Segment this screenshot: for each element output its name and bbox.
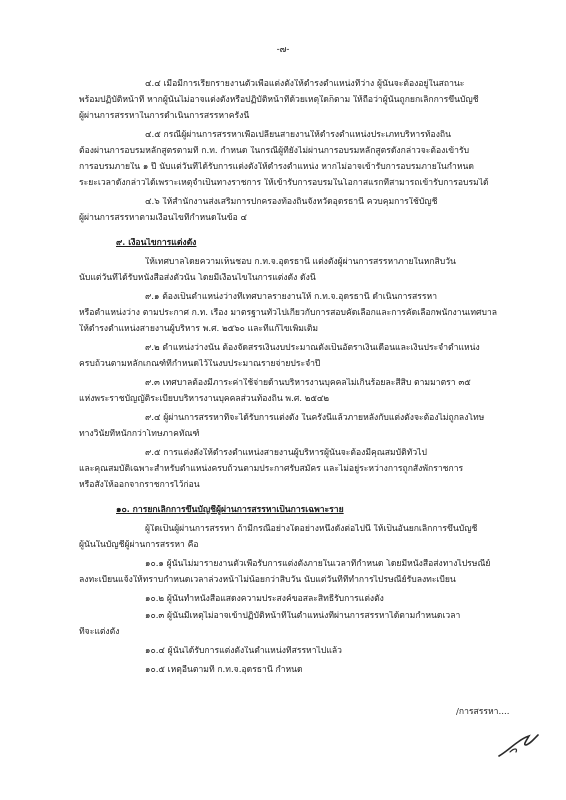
- paragraph-line: ระยะเวลาดังกล่าวได้เพราะเหตุจำเป็นทางราชการ ให้เข้ารับการอบรมในโอกาสแรกที่สามารถเข้ารับการอบรมได้: [79, 178, 489, 188]
- paragraph-line: ครบถ้วนตามหลักเกณฑ์ที่กำหนดไว้ในงบประมาณรายจ่ายประจำปี: [79, 359, 321, 369]
- paragraph-line: ๙.๕ การแต่งตั้งให้ดำรงตำแหน่งสายงานผู้บริหารผู้นั้นจะต้องมีคุณสมบัติทั่วไป: [145, 448, 427, 458]
- paragraph-line: แห่งพระราชบัญญัติระเบียบบริหารงานบุคคลส่วนท้องถิ่น พ.ศ. ๒๕๔๒: [79, 394, 330, 404]
- paragraph-line: ผู้นั้นในบัญชีผู้ผ่านการสรรหา คือ: [79, 540, 199, 550]
- paragraph-line: ๙.๓ เทศบาลต้องมีภาระค่าใช้จ่ายด้านบริหารงานบุคคลไม่เกินร้อยละสี่สิบ ตามมาตรา ๓๕: [145, 378, 471, 388]
- paragraph-line: ๑๐.๔ ผู้นั้นได้รับการแต่งตั้งในตำแหน่งที่สรรหาไปแล้ว: [145, 646, 342, 656]
- paragraph-line: การอบรมภายใน ๑ ปี นับแต่วันที่ได้รับการแต่งตั้งให้ดำรงตำแหน่ง หากไม่อาจเข้ารับการอบรมภายในกำหนด: [79, 162, 474, 172]
- page-number: -๗-: [276, 45, 290, 55]
- paragraph-line: นับแต่วันที่ได้รับหนังสือส่งตัวนั้น โดยมีเงื่อนไขในการแต่งตั้ง ดังนี้: [79, 273, 316, 283]
- paragraph-line: ๑๐.๒ ผู้นั้นทำหนังสือแสดงความประสงค์ขอสละสิทธิ์รับการแต่งตั้ง: [145, 594, 384, 604]
- signature-mark: [496, 730, 542, 760]
- paragraph-line: หรือตำแหน่งว่าง ตามประกาศ ก.ท. เรื่อง มาตรฐานทั่วไปเกี่ยวกับการสอบคัดเลือกและการคัดเลือกพนักงานเทศบาล: [79, 308, 498, 318]
- paragraph-line: ๔.๕ กรณีผู้ผ่านการสรรหาเพื่อเปลี่ยนสายงานให้ดำรงตำแหน่งประเภทบริหารท้องถิ่น: [145, 130, 451, 140]
- paragraph-line: ให้เทศบาลโดยความเห็นชอบ ก.ท.จ.อุดรธานี แต่งตั้งผู้ผ่านการสรรหาภายในหกสิบวัน: [145, 257, 456, 267]
- paragraph-line: ผู้ใดเป็นผู้ผ่านการสรรหา ถ้ามีกรณีอย่างใดอย่างหนึ่งดังต่อไปนี้ ให้เป็นอันยกเลิกการขึ้นบัญชี: [145, 524, 478, 534]
- paragraph-line: ๑๐.๓ ผู้นั้นมีเหตุไม่อาจเข้าปฏิบัติหน้าที่ในตำแหน่งที่ผ่านการสรรหาได้ตามกำหนดเวลา: [145, 611, 461, 621]
- continuation-note: /การสรรหา....: [456, 707, 510, 717]
- paragraph-line: ๙.๔ ผู้ผ่านการสรรหาที่จะได้รับการแต่งตั้ง ในครั้งนี้แล้วภายหลังกับแต่งตั้งจะต้องไม่ถูกลงโทษ: [145, 413, 485, 423]
- paragraph-line: ผู้ผ่านการสรรหาตามเงื่อนไขที่กำหนดในข้อ ๔: [79, 213, 247, 223]
- section-heading: ๑๐. การยกเลิกการขึ้นบัญชีผู้ผ่านการสรรหาเป็นการเฉพาะราย: [116, 505, 344, 515]
- paragraph-line: ผู้ผ่านการสรรหาในการดำเนินการสรรหาครั้งนี้: [79, 111, 250, 121]
- paragraph-line: พร้อมปฏิบัติหน้าที่ หากผู้นั้นไม่อาจแต่งตั้งหรือปฏิบัติหน้าที่ด้วยเหตุใดก็ตาม ให้ถือว่าผู้นั้นถูกยกเลิกการขึ้นบัญชี: [79, 95, 479, 105]
- paragraph-line: ลงทะเบียนแจ้งให้ทราบกำหนดเวลาล่วงหน้าไม่น้อยกว่าสิบวัน นับแต่วันที่ที่ทำการไปรษณีย์รับลงทะเบียน: [79, 575, 456, 585]
- paragraph-line: ๔.๔ เมื่อมีการเรียกรายงานตัวเพื่อแต่งตั้งให้ดำรงตำแหน่งที่ว่าง ผู้นั้นจะต้องอยู่ในสถานะ: [145, 79, 465, 89]
- section-heading: ๙. เงื่อนไขการแต่งตั้ง: [116, 238, 197, 248]
- paragraph-line: ให้ดำรงตำแหน่งสายงานผู้บริหาร พ.ศ. ๒๕๖๐ และที่แก้ไขเพิ่มเติม: [79, 324, 319, 334]
- paragraph-line: ต้องผ่านการอบรมหลักสูตรตามที่ ก.ท. กำหนด ในกรณีผู้ที่ยังไม่ผ่านการอบรมหลักสูตรดังกล่าวจะต้องเข้ารับ: [79, 146, 470, 156]
- paragraph-line: ๑๐.๕ เหตุอื่นตามที่ ก.ท.จ.อุดรธานี กำหนด: [145, 665, 303, 675]
- paragraph-line: และคุณสมบัติเฉพาะสำหรับตำแหน่งครบถ้วนตามประกาศรับสมัคร และไม่อยู่ระหว่างการถูกสั่งพักราชการ: [79, 464, 464, 474]
- paragraph-line: ๑๐.๑ ผู้นั้นไม่มารายงานตัวเพื่อรับการแต่งตั้งภายในเวลาที่กำหนด โดยมีหนังสือส่งทางไปรษณีย์: [145, 559, 491, 569]
- paragraph-line: หรือสั่งให้ออกจากราชการไว้ก่อน: [79, 480, 200, 490]
- paragraph-line: ๙.๑ ต้องเป็นตำแหน่งว่างที่เทศบาลรายงานให้ ก.ท.จ.อุดรธานี ดำเนินการสรรหา: [145, 292, 438, 302]
- paragraph-line: ๙.๒ ตำแหน่งว่างนั้น ต้องจัดสรรเงินงบประมาณตั้งเป็นอัตราเงินเดือนและเงินประจำตำแหน่ง: [145, 343, 480, 353]
- paragraph-line: ที่จะแต่งตั้ง: [79, 627, 120, 637]
- paragraph-line: ทางวินัยที่หนักกว่าโทษภาคทัณฑ์: [79, 429, 200, 439]
- paragraph-line: ๔.๖ ให้สำนักงานส่งเสริมการปกครองท้องถิ่นจังหวัดอุดรธานี ควบคุมการใช้บัญชี: [145, 197, 438, 207]
